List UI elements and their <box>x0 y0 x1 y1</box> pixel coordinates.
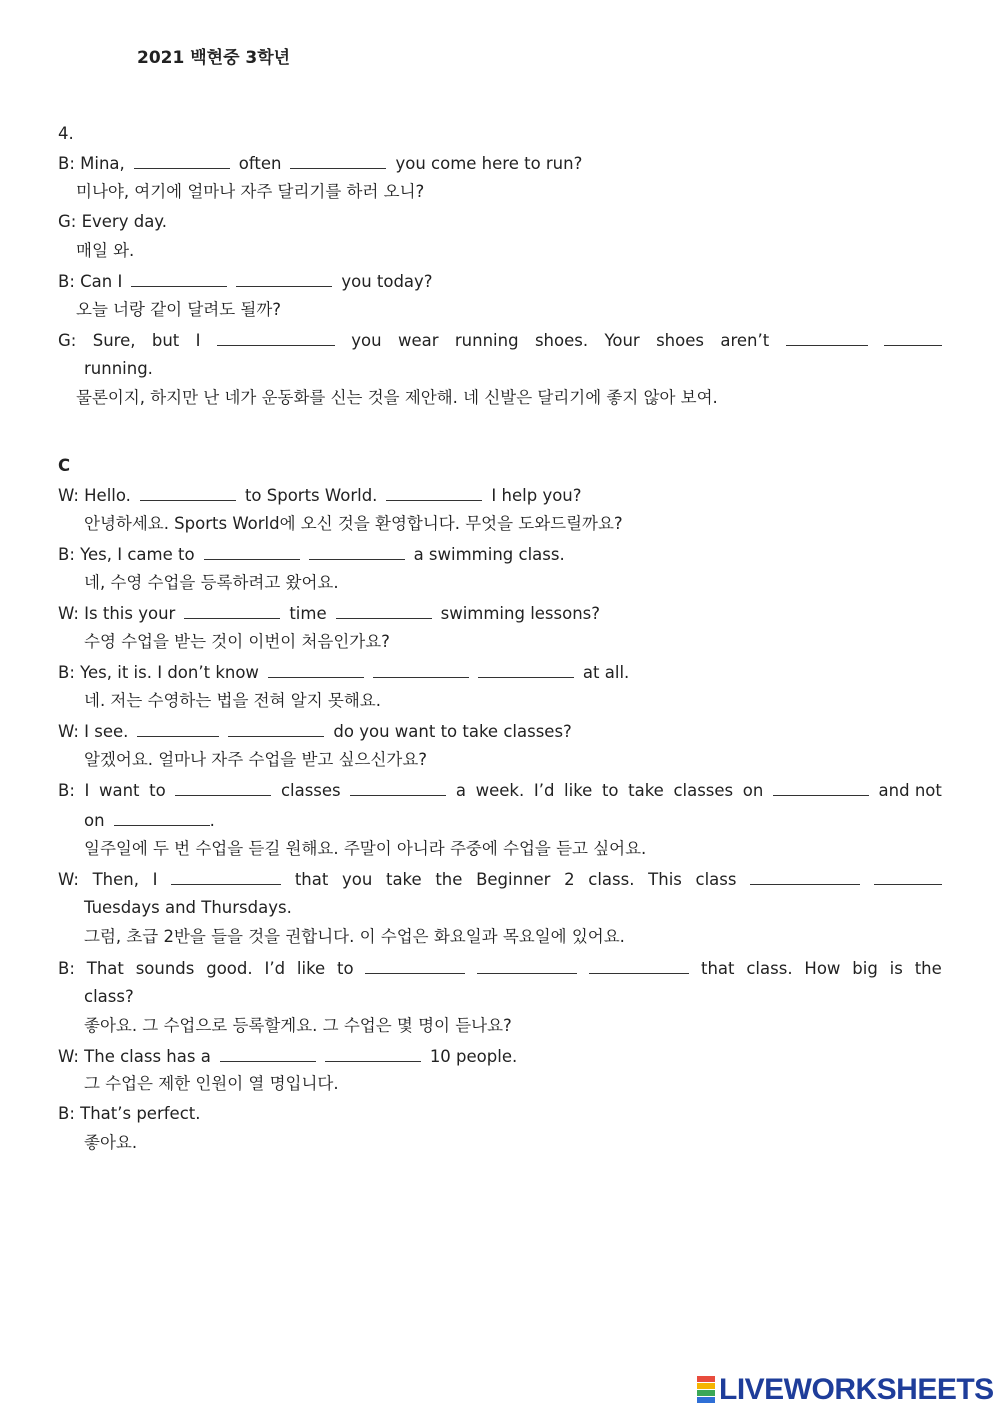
korean-translation: 미나야, 여기에 얼마나 자주 달리기를 하러 오니? <box>76 182 425 201</box>
text: 10 people. <box>429 1047 518 1066</box>
text: B: Yes, it is. I don’t know <box>58 663 259 682</box>
korean-translation: 알겠어요. 얼마나 자주 수업을 받고 싶으신가요? <box>84 750 428 769</box>
text: class. <box>746 959 793 978</box>
answer-blank[interactable] <box>137 720 219 737</box>
c-line-7 <box>58 868 942 891</box>
answer-blank[interactable] <box>336 602 432 619</box>
text: big <box>852 959 878 978</box>
q4-line-2 <box>58 211 942 233</box>
text: class <box>695 870 737 889</box>
text: How <box>804 959 841 978</box>
text: on <box>742 781 764 800</box>
logo-icon <box>697 1376 715 1404</box>
c-line-1 <box>58 484 942 507</box>
text: you today? <box>341 272 433 291</box>
text: to <box>601 781 619 800</box>
korean-translation: 좋아요. 그 수업으로 등록할게요. 그 수업은 몇 명이 듣나요? <box>84 1016 512 1035</box>
text: B: Yes, I came to <box>58 545 195 564</box>
answer-blank[interactable] <box>386 484 482 501</box>
answer-blank[interactable] <box>171 868 281 885</box>
text: Sure, <box>92 331 136 350</box>
text: shoes. <box>534 331 589 350</box>
answer-blank[interactable] <box>750 868 860 885</box>
text: take <box>385 870 422 889</box>
q4-line-1 <box>58 152 942 175</box>
text: do you want to take classes? <box>333 722 572 741</box>
page-title: 2021 백현중 3학년 <box>137 48 291 68</box>
text: classes <box>673 781 734 800</box>
korean-translation: 그럼, 초급 2반을 들을 것을 권합니다. 이 수업은 화요일과 목요일에 있어요. <box>84 927 625 946</box>
text: a <box>455 781 466 800</box>
answer-blank[interactable] <box>217 329 335 346</box>
text: take <box>628 781 664 800</box>
section-label: C <box>58 456 71 475</box>
text: to Sports World. <box>244 486 378 505</box>
c-line-8 <box>58 957 942 980</box>
text: W: Hello. <box>58 486 131 505</box>
text: I’d <box>264 959 286 978</box>
logo-stripe <box>697 1383 715 1389</box>
c-line-9 <box>58 1045 942 1068</box>
text: is <box>889 959 903 978</box>
text: you <box>351 331 382 350</box>
korean-translation: 매일 와. <box>76 241 135 260</box>
text: I help you? <box>491 486 582 505</box>
text: class. <box>588 870 635 889</box>
liveworksheets-logo <box>697 1375 994 1405</box>
text: B: That’s perfect. <box>58 1104 201 1123</box>
text: like <box>296 959 326 978</box>
continuation-text: Tuesdays and Thursdays. <box>84 898 292 917</box>
text: often <box>238 154 282 173</box>
answer-blank[interactable] <box>350 779 446 796</box>
answer-blank[interactable] <box>228 720 324 737</box>
text: This <box>648 870 682 889</box>
text: B: <box>58 781 75 800</box>
text: but <box>151 331 180 350</box>
korean-translation: 그 수업은 제한 인원이 열 명입니다. <box>84 1074 339 1093</box>
c-line-10 <box>58 1103 942 1125</box>
text: aren’t <box>720 331 770 350</box>
text: 2 <box>564 870 575 889</box>
text: B: <box>58 959 75 978</box>
text: you come here to run? <box>395 154 583 173</box>
answer-blank[interactable] <box>140 484 236 501</box>
continuation-text: running. <box>84 359 153 378</box>
text: the <box>435 870 463 889</box>
text: Beginner <box>476 870 551 889</box>
text: running <box>454 331 519 350</box>
korean-translation: 수영 수업을 받는 것이 이번이 처음인가요? <box>84 632 390 651</box>
answer-blank[interactable] <box>184 602 280 619</box>
text: G: <box>58 331 77 350</box>
answer-blank[interactable] <box>874 868 942 885</box>
korean-translation: 안녕하세요. Sports World에 오신 것을 환영합니다. 무엇을 도와드릴까요? <box>84 514 623 533</box>
answer-blank[interactable] <box>290 152 386 169</box>
answer-blank[interactable] <box>365 957 465 974</box>
continuation-line <box>84 809 215 832</box>
text: . <box>209 811 215 830</box>
answer-blank[interactable] <box>131 270 227 287</box>
korean-translation: 물론이지, 하지만 난 네가 운동화를 신는 것을 제안해. 네 신발은 달리기에 좋지 않아 보여. <box>76 388 718 407</box>
c-line-2 <box>58 543 942 566</box>
answer-blank[interactable] <box>236 270 332 287</box>
korean-translation: 네. 저는 수영하는 법을 전혀 알지 못해요. <box>84 691 381 710</box>
c-line-3 <box>58 602 942 625</box>
answer-blank[interactable] <box>134 152 230 169</box>
korean-translation: 일주일에 두 번 수업을 듣길 원해요. 주말이 아니라 주중에 수업을 듣고 싶어요. <box>84 839 647 858</box>
text: wear <box>397 331 439 350</box>
answer-blank[interactable] <box>478 661 574 678</box>
q4-line-4 <box>58 329 942 352</box>
answer-blank[interactable] <box>220 1045 316 1062</box>
text: I’d <box>533 781 555 800</box>
answer-blank[interactable] <box>786 329 868 346</box>
text: and not <box>878 781 942 800</box>
logo-stripe <box>697 1397 715 1403</box>
question-number: 4. <box>58 124 74 143</box>
text: a swimming class. <box>413 545 565 564</box>
text: to <box>337 959 354 978</box>
korean-translation: 좋아요. <box>84 1133 138 1152</box>
text: Your <box>604 331 640 350</box>
text: G: Every day. <box>58 212 167 231</box>
text: classes <box>280 781 341 800</box>
answer-blank[interactable] <box>589 957 689 974</box>
text: W: The class has a <box>58 1047 211 1066</box>
answer-blank[interactable] <box>325 1045 421 1062</box>
text: sounds <box>135 959 195 978</box>
text: I <box>84 781 90 800</box>
text: B: Mina, <box>58 154 125 173</box>
text: That <box>86 959 124 978</box>
text: Then, <box>92 870 139 889</box>
c-line-4 <box>58 661 942 684</box>
korean-translation: 오늘 너랑 같이 달려도 될까? <box>76 300 282 319</box>
text: want <box>98 781 140 800</box>
text: B: Can I <box>58 272 123 291</box>
answer-blank[interactable] <box>373 661 469 678</box>
text: swimming lessons? <box>440 604 601 623</box>
text: like <box>564 781 593 800</box>
korean-translation: 네, 수영 수업을 등록하려고 왔어요. <box>84 573 339 592</box>
logo-stripe <box>697 1376 715 1382</box>
text: time <box>289 604 327 623</box>
answer-blank[interactable] <box>204 543 300 560</box>
q4-line-3 <box>58 270 942 293</box>
answer-blank[interactable] <box>477 957 577 974</box>
text: on <box>84 811 105 830</box>
text: you <box>341 870 373 889</box>
text: at all. <box>582 663 630 682</box>
c-line-6 <box>58 779 942 802</box>
text: W: I see. <box>58 722 129 741</box>
logo-stripe <box>697 1390 715 1396</box>
text: good. <box>206 959 253 978</box>
text: I <box>152 870 158 889</box>
text: week. <box>475 781 525 800</box>
text: shoes <box>656 331 704 350</box>
answer-blank[interactable] <box>884 329 942 346</box>
continuation-text: class? <box>84 987 134 1006</box>
text: that <box>701 959 735 978</box>
logo-text: LIVEWORKSHEETS <box>719 1373 994 1406</box>
text: that <box>294 870 329 889</box>
answer-blank[interactable] <box>175 779 271 796</box>
answer-blank[interactable] <box>114 809 210 826</box>
text: to <box>149 781 166 800</box>
c-line-5 <box>58 720 942 743</box>
text: W: Is this your <box>58 604 176 623</box>
answer-blank[interactable] <box>773 779 869 796</box>
answer-blank[interactable] <box>268 661 364 678</box>
text: W: <box>58 870 79 889</box>
text: I <box>195 331 201 350</box>
text: the <box>914 959 942 978</box>
answer-blank[interactable] <box>309 543 405 560</box>
